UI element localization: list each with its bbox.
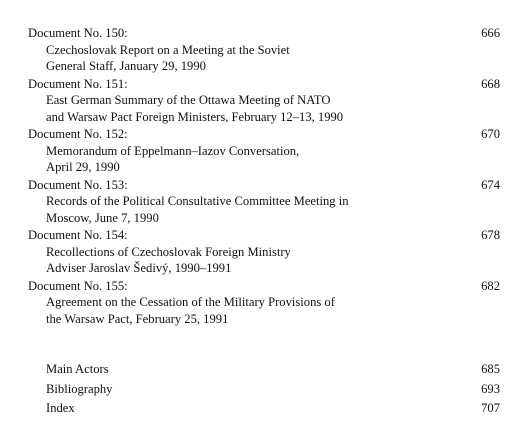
- document-title-line: Agreement on the Cessation of the Military Provisions of: [46, 295, 335, 309]
- page-number: 693: [481, 381, 500, 396]
- document-heading: Document No. 150:: [28, 26, 128, 40]
- document-title-line: General Staff, January 29, 1990: [46, 59, 206, 73]
- back-matter-label: Main Actors: [46, 362, 109, 376]
- document-title-line: East German Summary of the Ottawa Meeting of NATO: [46, 93, 331, 107]
- toc-entry-153: [28, 177, 500, 227]
- toc-entry-151: [28, 76, 500, 126]
- toc-entry-bibliography: [28, 380, 500, 400]
- page-number: 707: [481, 401, 500, 415]
- document-title-line: April 29, 1990: [46, 160, 120, 174]
- page-number: 668: [481, 76, 500, 91]
- document-title-line: Moscow, June 7, 1990: [46, 210, 159, 225]
- page-number: 685: [481, 362, 500, 376]
- document-title-line: Records of the Political Consultative Committee Meeting in: [46, 194, 349, 208]
- document-title-line: Memorandum of Eppelmann–Iazov Conversation,: [46, 143, 300, 158]
- toc-entry-main-actors: [28, 360, 500, 380]
- toc-entry-index: [28, 399, 500, 419]
- page-number: 678: [481, 228, 500, 242]
- toc-entry-152: [28, 126, 500, 176]
- document-title-line: and Warsaw Pact Foreign Ministers, February 12–13, 1990: [46, 109, 344, 124]
- document-heading: Document No. 153:: [28, 177, 128, 192]
- document-heading: Document No. 151:: [28, 76, 128, 91]
- page-number: 674: [481, 177, 500, 192]
- document-heading: Document No. 152:: [28, 127, 128, 141]
- toc-documents: [28, 25, 500, 328]
- document-heading: Document No. 155:: [28, 278, 128, 293]
- back-matter-label: Bibliography: [46, 381, 113, 396]
- document-title-line: Adviser Jaroslav Šedivý, 1990–1991: [46, 261, 232, 275]
- toc-entry-150: [28, 25, 500, 75]
- document-title-line: Recollections of Czechoslovak Foreign Ministry: [46, 244, 291, 259]
- back-matter-label: Index: [46, 401, 75, 415]
- toc-entry-155: [28, 278, 500, 328]
- toc-back-matter: [28, 360, 500, 419]
- document-title-line: Czechoslovak Report on a Meeting at the Soviet: [46, 42, 290, 57]
- page-number: 682: [481, 278, 500, 293]
- document-heading: Document No. 154:: [28, 228, 128, 242]
- toc-entry-154: [28, 227, 500, 277]
- page-number: 666: [481, 26, 500, 40]
- page-number: 670: [481, 127, 500, 141]
- document-title-line: the Warsaw Pact, February 25, 1991: [46, 311, 229, 326]
